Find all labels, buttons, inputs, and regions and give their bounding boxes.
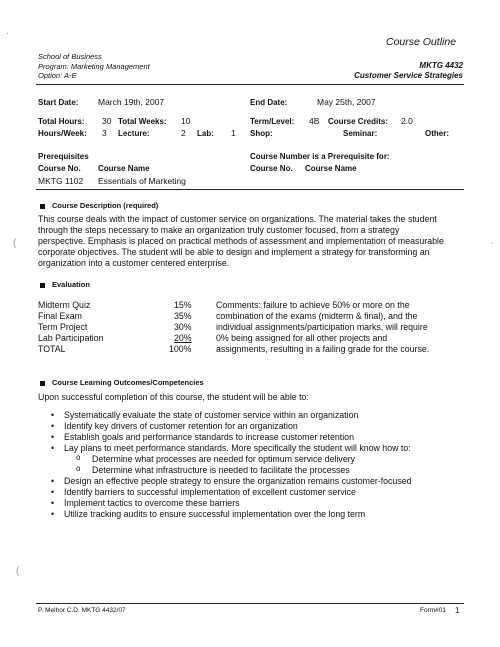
prereq-for-col-course-no: Course No. — [250, 164, 293, 173]
outcome-item: Implement tactics to overcome these barriers — [64, 498, 240, 508]
outcome-item: Identify key drivers of customer retention for an organization — [64, 421, 298, 431]
evaluation-item-pct: 30% — [174, 322, 192, 332]
description-line: through the steps necessary to make an organization truly customer focused, from a strategy — [38, 225, 400, 235]
evaluation-item-pct: 20% — [174, 333, 192, 343]
hours-week-value: 3 — [102, 128, 107, 138]
section-bullet-icon — [40, 381, 45, 386]
footer-page-number: 1 — [455, 606, 460, 615]
description-heading: Course Description (required) — [52, 201, 159, 210]
document-title: Course Outline — [386, 36, 457, 48]
evaluation-heading: Evaluation — [52, 280, 90, 289]
course-credits-label: Course Credits: — [328, 117, 389, 126]
prereq-course-no: MKTG 1102 — [38, 176, 84, 186]
footer-left-text: P. Melhor C.D. MKTG 4432/07 — [38, 607, 126, 614]
outcome-subitem: Determine what processes are needed for optimum service delivery — [92, 454, 356, 464]
end-date-value: May 25th, 2007 — [317, 97, 376, 107]
bullet-icon: • — [51, 498, 55, 508]
course-title: Customer Service Strategies — [354, 71, 463, 80]
outcome-item: Identify barriers to successful implementation of excellent customer service — [64, 487, 356, 497]
bullet-icon: • — [51, 410, 55, 420]
end-date-label: End Date: — [250, 98, 288, 107]
evaluation-total-pct: 100% — [169, 344, 192, 354]
total-hours-value: 30 — [102, 116, 112, 126]
prerequisites-heading: Prerequisites — [38, 152, 89, 161]
footer-form-number: Form#01 — [420, 607, 447, 614]
section-bullet-icon — [40, 204, 45, 209]
outcome-item: Utilize tracking audits to ensure successful implementation over the long term — [64, 509, 366, 519]
evaluation-total-label: TOTAL — [38, 344, 66, 354]
evaluation-comment-line: assignments, resulting in a failing grade for the course. — [216, 344, 430, 354]
prereq-course-name: Essentials of Marketing — [98, 176, 186, 186]
prereq-rule — [36, 189, 464, 190]
bullet-icon: • — [51, 509, 55, 519]
start-date-label: Start Date: — [38, 98, 79, 107]
outcomes-intro: Upon successful completion of this course, the student will be able to: — [38, 392, 309, 402]
total-weeks-label: Total Weeks: — [118, 117, 167, 126]
evaluation-comment-line: Comments: failure to achieve 50% or more on the — [216, 300, 410, 310]
evaluation-item-name: Final Exam — [38, 311, 82, 321]
description-line: perspective. Emphasis is placed on practical methods of assessment and implementation of measurable — [38, 236, 444, 246]
lecture-label: Lecture: — [118, 129, 150, 138]
prereq-col-course-name: Course Name — [98, 164, 150, 173]
total-hours-label: Total Hours: — [38, 117, 85, 126]
description-line: organization into a customer centered enterprise. — [38, 258, 230, 268]
footer-rule — [36, 603, 464, 604]
course-credits-value: 2.0 — [401, 116, 413, 126]
evaluation-item-name: Lab Participation — [38, 333, 104, 343]
scan-mark: ( — [16, 566, 20, 577]
outcome-item: Establish goals and performance standards to increase customer retention — [64, 432, 354, 442]
scan-mark: · — [490, 238, 494, 249]
outcome-item: Design an effective people strategy to ensure the organization remains customer-focused — [64, 476, 412, 486]
outcome-subitem: Determine what infrastructure is needed to facilitate the processes — [92, 465, 350, 475]
school-name: School of Business — [38, 52, 102, 61]
section-bullet-icon — [40, 283, 45, 288]
sub-bullet-icon: o — [76, 464, 81, 473]
scan-mark: · — [6, 28, 10, 39]
other-label: Other: — [425, 129, 449, 138]
seminar-label: Seminar: — [343, 129, 378, 138]
header-rule — [36, 84, 464, 85]
bullet-icon: • — [51, 432, 55, 442]
course-code: MKTG 4432 — [419, 61, 463, 70]
bullet-icon: • — [51, 476, 55, 486]
start-date-value: March 19th, 2007 — [98, 97, 165, 107]
evaluation-item-name: Term Project — [38, 322, 88, 332]
program-name: Program: Marketing Management — [38, 62, 150, 71]
lab-label: Lab: — [197, 129, 214, 138]
lecture-value: 2 — [181, 128, 186, 138]
evaluation-item-pct: 35% — [174, 311, 192, 321]
hours-week-label: Hours/Week: — [38, 129, 87, 138]
description-line: corporate objectives. The student will be able to design and implement a strategy for transforming an — [38, 247, 430, 257]
bullet-icon: • — [51, 443, 55, 453]
prereq-for-heading: Course Number is a Prerequisite for: — [250, 152, 390, 161]
evaluation-comment-line: combination of the exams (midterm & final), and the — [216, 311, 418, 321]
prereq-col-course-no: Course No. — [38, 164, 81, 173]
outcome-item: Lay plans to meet performance standards. More specifically the student will know how to: — [64, 443, 411, 453]
bullet-icon: • — [51, 421, 55, 431]
bullet-icon: • — [51, 487, 55, 497]
term-level-value: 4B — [309, 116, 320, 126]
evaluation-comment-line: individual assignments/participation marks, will require — [216, 322, 428, 332]
prereq-for-col-course-name: Course Name — [305, 164, 357, 173]
evaluation-item-name: Midterm Quiz — [38, 300, 91, 310]
term-level-label: Term/Level: — [250, 117, 295, 126]
evaluation-item-pct: 15% — [174, 300, 192, 310]
lab-value: 1 — [231, 128, 236, 138]
outcomes-heading: Course Learning Outcomes/Competencies — [52, 378, 204, 387]
total-weeks-value: 10 — [181, 116, 191, 126]
program-option: Option: A-E — [38, 71, 77, 80]
description-line: This course deals with the impact of customer service on organizations. The material takes the student — [38, 214, 437, 224]
shop-label: Shop: — [250, 129, 273, 138]
outcome-item: Systematically evaluate the state of customer service within an organization — [64, 410, 359, 420]
sub-bullet-icon: o — [76, 453, 81, 462]
evaluation-comment-line: 0% being assigned for all other projects and — [216, 333, 388, 343]
scan-mark: ( — [13, 238, 17, 249]
